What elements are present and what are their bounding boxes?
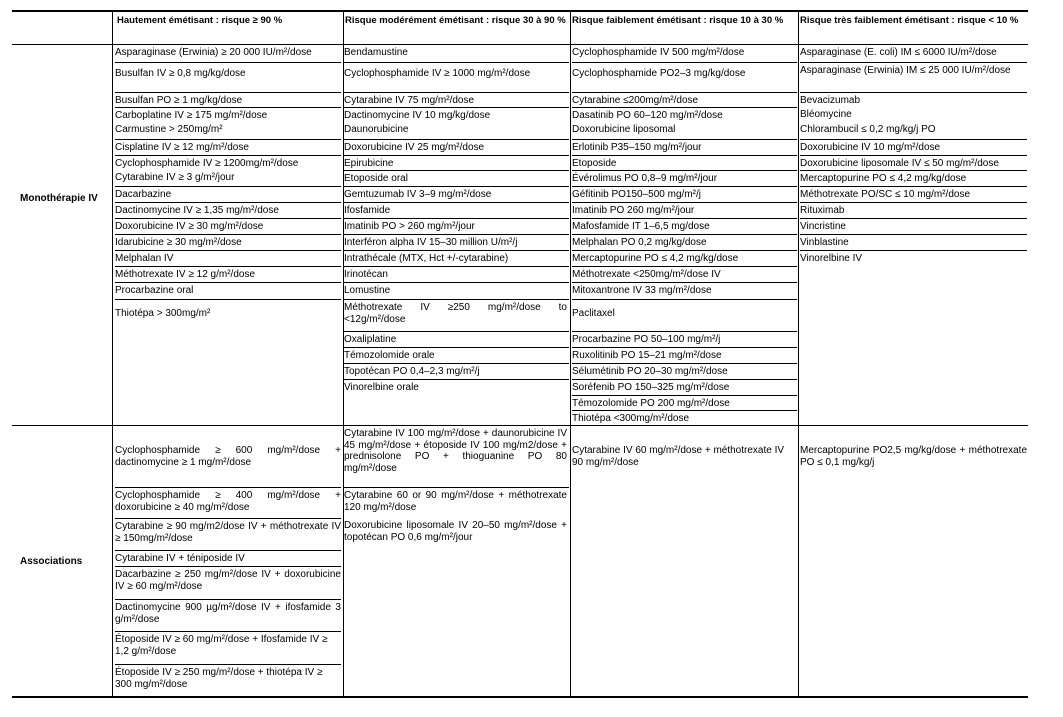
table-cell: Vincristine	[800, 218, 1027, 234]
table-cell: Gemtuzumab IV 3–9 mg/m²/dose	[344, 186, 569, 202]
table-cell: Dacarbazine	[115, 186, 341, 202]
table-cell: Idarubicine ≥ 30 mg/m²/dose	[115, 234, 341, 250]
table-cell: Évérolimus PO 0,8–9 mg/m²/jour	[572, 170, 797, 186]
table-cell: Cyclophosphamide PO2–3 mg/kg/dose	[572, 62, 797, 92]
table-cell: Dacarbazine ≥ 250 mg/m²/dose IV + doxorubicine IV ≥ 60 mg/m²/dose	[115, 566, 341, 599]
table-cell: Méthotrexate <250mg/m²/dose IV	[572, 266, 797, 282]
table-cell: Dactinomycine 900 µg/m²/dose IV + ifosfamide 3 g/m²/dose	[115, 599, 341, 631]
table-cell: Cytarabine IV 60 mg/m²/dose + méthotrexate IV 90 mg/m²/dose	[572, 445, 785, 468]
table-cell: Thiotépa <300mg/m²/dose	[572, 410, 797, 425]
table-cell: Intrathécale (MTX, Hct +/-cytarabine)	[344, 250, 569, 266]
header-high-risk: Hautement émétisant : risque ≥ 90 %	[117, 15, 283, 26]
table-cell: Chlorambucil ≤ 0,2 mg/kg/j PO	[800, 124, 936, 135]
table-cell: Melphalan IV	[115, 250, 341, 266]
column-separator	[112, 12, 113, 697]
table-cell: Dasatinib PO 60–120 mg/m²/dose	[572, 107, 797, 122]
table-cell: Rituximab	[800, 202, 1027, 218]
table-cell: Mercaptopurine PO ≤ 4,2 mg/kg/dose	[572, 250, 797, 266]
row-label-monotherapy: Monothérapie IV	[20, 193, 98, 204]
table-cell: Doxorubicine IV 25 mg/m²/dose	[344, 139, 569, 155]
table-cell: Étoposide IV ≥ 250 mg/m²/dose + thiotépa IV ≥ 300 mg/m²/dose	[115, 664, 341, 695]
table-cell: Doxorubicine IV ≥ 30 mg/m²/dose	[115, 218, 341, 234]
table-cell: Etoposide oral	[344, 170, 569, 186]
table-cell: Étoposide IV ≥ 60 mg/m²/dose + Ifosfamide IV ≥ 1,2 g/m²/dose	[115, 631, 341, 664]
table-cell: Ifosfamide	[344, 202, 569, 218]
table-cell: Asparaginase (Erwinia) ≥ 20 000 IU/m²/dose	[115, 47, 312, 58]
table-cell: Doxorubicine liposomal	[572, 124, 676, 135]
table-top-border	[12, 10, 1028, 12]
table-cell: Témozolomide PO 200 mg/m²/dose	[572, 395, 797, 410]
table-cell: Interféron alpha IV 15–30 million U/m²/j	[344, 234, 569, 250]
table-cell: Topotécan PO 0,4–2,3 mg/m²/j	[344, 363, 569, 379]
table-cell: Méthotrexate IV ≥ 12 g/m²/dose	[115, 266, 341, 282]
table-cell: Cyclophosphamide ≥ 600 mg/m²/dose + dactinomycine ≥ 1 mg/m²/dose	[115, 445, 341, 468]
table-cell: Sélumétinib PO 20–30 mg/m²/dose	[572, 363, 797, 379]
table-cell: Oxaliplatine	[344, 331, 569, 347]
table-cell: Vinblastine	[800, 234, 1027, 250]
table-cell: Imatinib PO > 260 mg/m²/jour	[344, 218, 569, 234]
table-cell: Cyclophosphamide IV ≥ 1000 mg/m²/dose	[344, 62, 569, 92]
table-cell: Asparaginase (Erwinia) IM ≤ 25 000 IU/m²/dose	[800, 62, 1027, 92]
table-cell: Doxorubicine IV 10 mg/m²/dose	[800, 139, 1027, 155]
table-cell: Mercaptopurine PO ≤ 4,2 mg/kg/dose	[800, 170, 1027, 186]
table-cell: Méthotrexate PO/SC ≤ 10 mg/m²/dose	[800, 186, 1027, 202]
table-cell: Cyclophosphamide ≥ 400 mg/m²/dose + doxorubicine ≥ 40 mg/m²/dose	[115, 487, 341, 518]
table-cell: Daunorubicine	[344, 124, 409, 135]
table-cell: Thiotépa > 300mg/m²	[115, 299, 341, 329]
table-bottom-border	[12, 696, 1028, 698]
table-cell: Procarbazine oral	[115, 282, 341, 299]
table-cell: Cytarabine IV ≥ 3 g/m²/jour	[115, 172, 235, 183]
table-cell: Mafosfamide IT 1–6,5 mg/dose	[572, 218, 797, 234]
row-label-associations: Associations	[20, 556, 83, 567]
table-cell: Bevacizumab	[800, 92, 1027, 107]
table-cell: Dactinomycine IV 10 mg/kg/dose	[344, 107, 569, 122]
table-cell: Vinorelbine IV	[800, 250, 1027, 266]
table-cell: Cytarabine IV + téniposide IV	[115, 550, 341, 566]
table-cell: Vinorelbine orale	[344, 379, 569, 395]
table-cell: Ruxolitinib PO 15–21 mg/m²/dose	[572, 347, 797, 363]
table-cell: Cytarabine ≤200mg/m²/dose	[572, 92, 797, 107]
table-cell: Melphalan PO 0,2 mg/kg/dose	[572, 234, 797, 250]
header-moderate-risk: Risque modérément émétisant : risque 30 à 90 %	[345, 15, 566, 26]
table-cell: Cytarabine ≥ 90 mg/m2/dose IV + méthotrexate IV ≥ 150mg/m²/dose	[115, 518, 341, 550]
table-cell: Paclitaxel	[572, 299, 797, 331]
table-cell: Cisplatine IV ≥ 12 mg/m²/dose	[115, 139, 341, 155]
table-cell: Cytarabine IV 75 mg/m²/dose	[344, 92, 569, 107]
table-cell: Cytarabine IV 100 mg/m²/dose + daunorubicine IV 45 mg/m²/dose + étoposide IV 100 mg/m2/dose + prednisolone PO + thioguanine PO 80 mg/m²/dose	[344, 428, 567, 474]
table-cell: Doxorubicine liposomale IV 20–50 mg/m²/dose + topotécan PO 0,6 mg/m²/jour	[344, 520, 567, 543]
table-cell: Mitoxantrone IV 33 mg/m²/dose	[572, 282, 797, 299]
column-separator	[798, 12, 799, 697]
table-cell: Irinotécan	[344, 266, 569, 282]
table-cell: Erlotinib P35–150 mg/m²/jour	[572, 139, 797, 155]
table-cell: Etoposide	[572, 155, 797, 170]
table-cell: Carmustine > 250mg/m²	[115, 124, 223, 135]
header-minimal-risk: Risque très faiblement émétisant : risque < 10 %	[800, 15, 1019, 26]
column-separator	[570, 12, 571, 697]
table-cell: Soréfenib PO 150–325 mg/m²/dose	[572, 379, 797, 395]
table-cell: Bléomycine	[800, 109, 852, 120]
table-cell: Dactinomycine IV ≥ 1,35 mg/m²/dose	[115, 202, 341, 218]
table-cell: Bendamustine	[344, 47, 408, 58]
table-cell: Carboplatine IV ≥ 175 mg/m²/dose	[115, 107, 341, 122]
table-cell: Témozolomide orale	[344, 347, 569, 363]
table-cell: Doxorubicine liposomale IV ≤ 50 mg/m²/dose	[800, 155, 1027, 170]
table-cell: Lomustine	[344, 282, 569, 299]
header-low-risk: Risque faiblement émétisant : risque 10 à 30 %	[572, 15, 784, 26]
table-cell: Busulfan PO ≥ 1 mg/kg/dose	[115, 92, 341, 107]
table-cell: Méthotrexate IV ≥250 mg/m²/dose to <12g/m²/dose	[344, 299, 569, 331]
table-cell: Epirubicine	[344, 155, 569, 170]
table-cell: Asparaginase (E. coli) IM ≤ 6000 IU/m²/dose	[800, 47, 997, 58]
table-cell: Cyclophosphamide IV ≥ 1200mg/m²/dose	[115, 155, 341, 170]
table-cell: Imatinib PO 260 mg/m²/jour	[572, 202, 797, 218]
table-cell: Mercaptopurine PO2,5 mg/kg/dose + méthotrexate PO ≤ 0,1 mg/kg/j	[800, 445, 1027, 468]
table-cell: Procarbazine PO 50–100 mg/m²/j	[572, 331, 797, 347]
table-cell: Cytarabine 60 or 90 mg/m²/dose + méthotrexate 120 mg/m²/dose	[344, 487, 569, 518]
table-cell: Cyclophosphamide IV 500 mg/m²/dose	[572, 47, 745, 58]
table-cell: Busulfan IV ≥ 0,8 mg/kg/dose	[115, 62, 341, 92]
table-cell: Géfitinib PO150–500 mg/m²/j	[572, 186, 797, 202]
